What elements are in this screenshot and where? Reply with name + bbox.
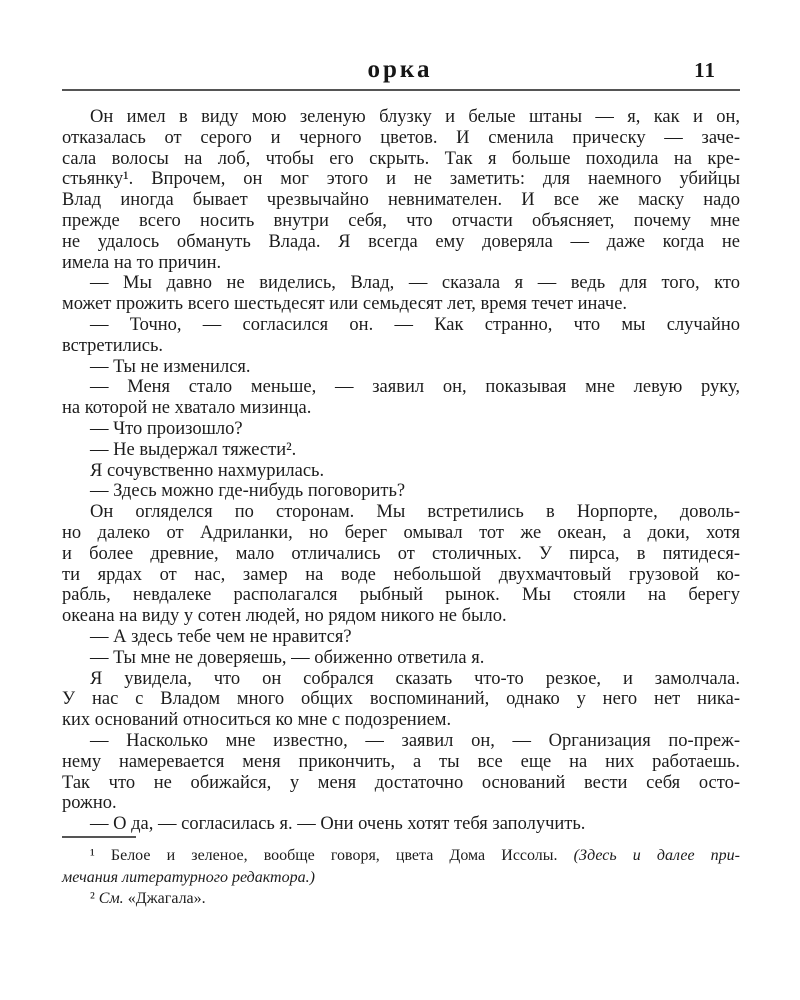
paragraph [62, 461, 740, 482]
body-line: — Что произошло? [90, 418, 243, 439]
body-line: Я увидела, что он собрался сказать что-то резкое, и замолчала. [90, 668, 740, 689]
body-line: — Не выдержал тяжести². [90, 439, 297, 460]
body-line: — Насколько мне известно, — заявил он, — Организация по-преж- [90, 730, 740, 751]
body-line: не удалось обмануть Влада. Я всегда ему доверяла — даже когда не [62, 231, 740, 252]
paragraph [62, 502, 740, 627]
paragraph [62, 731, 740, 814]
body-line: рабль, невдалеке располагался рыбный рынок. Мы стояли на берегу [62, 585, 740, 606]
paragraph [62, 440, 740, 461]
footnote-italic-segment: мечания литературного редактора.) [62, 868, 315, 886]
body-line: нему намеревается меня прикончить, а ты все еще на них работаешь. [62, 751, 740, 772]
page-body [62, 107, 740, 835]
footnote-line [62, 845, 740, 867]
footnote-rule [62, 836, 136, 838]
body-line: может прожить всего шестьдесят или семьдесят лет, время течет иначе. [62, 294, 628, 315]
body-line: имела на то причин. [62, 252, 222, 273]
paragraph [62, 648, 740, 669]
body-line: — Здесь можно где-нибудь поговорить? [90, 481, 406, 502]
body-line: ких оснований относиться ко мне с подозрением. [62, 710, 452, 731]
body-line: Так что не обижайся, у меня достаточно оснований вести себя осто- [62, 772, 740, 793]
running-title: орка [367, 56, 433, 83]
body-line: — Мы давно не виделись, Влад, — сказала я — ведь для того, кто [90, 273, 740, 294]
footnote-segment: ² [90, 890, 99, 907]
footnote-segment: ¹ Белое и зеленое, вообще говоря, цвета Дома Иссолы. [90, 847, 574, 864]
header-rule [62, 89, 740, 91]
footnote-line [62, 888, 740, 910]
footnote-line [62, 867, 740, 889]
body-line: Я сочувственно нахмурилась. [90, 460, 325, 481]
paragraph [62, 357, 740, 378]
body-line: — О да, — согласилась я. — Они очень хотят тебя заполучить. [90, 814, 586, 835]
body-line: Он огляделся по сторонам. Мы встретились в Норпорте, доволь- [90, 502, 740, 523]
body-line: У нас с Владом много общих воспоминаний, однако у него нет ника- [62, 689, 740, 710]
body-line: встретились. [62, 335, 164, 356]
body-line: рожно. [62, 793, 117, 814]
footnote-italic-segment: (Здесь и далее при- [573, 847, 740, 864]
paragraph [62, 627, 740, 648]
body-line: отказалась от серого и черного цветов. И сменила прическу — заче- [62, 127, 740, 148]
body-line: — А здесь тебе чем не нравится? [90, 626, 352, 647]
body-line: Он имел в виду мою зеленую блузку и белые штаны — я, как и он, [90, 107, 740, 127]
footnote-italic-segment: См. [98, 890, 124, 907]
paragraph [62, 107, 740, 273]
body-line: — Ты не изменился. [90, 356, 251, 377]
paragraph [62, 669, 740, 731]
paragraph [62, 481, 740, 502]
body-line: — Точно, — согласился он. — Как странно, что мы случайно [90, 314, 740, 335]
footnotes [62, 845, 740, 910]
body-line: ти ярдах от нас, замер на воде небольшой двухмачтовый грузовой ко- [62, 564, 740, 585]
body-line: прежде всего носить внутри себя, что отчасти объясняет, почему мне [62, 210, 740, 231]
body-line: — Меня стало меньше, — заявил он, показывая мне левую руку, [90, 377, 740, 398]
body-line: сала волосы на лоб, чтобы его скрыть. Так я больше походила на кре- [62, 148, 740, 169]
body-line: но далеко от Адриланки, но берег омывал тот же океан, а доки, хотя [62, 522, 740, 543]
paragraph [62, 814, 740, 835]
paragraph [62, 315, 740, 357]
paragraph [62, 377, 740, 419]
footnote-segment: «Джагала». [123, 890, 206, 907]
body-line: стьянку¹. Впрочем, он мог этого и не заметить: для наемного убийцы [62, 169, 740, 190]
body-line: и более древние, мало отличались от столичных. У пирса, в пятидеся- [62, 543, 740, 564]
body-line: — Ты мне не доверяешь, — обиженно ответила я. [90, 647, 485, 668]
body-line: Влад иногда бывает чрезвычайно невнимателен. И все же маску надо [62, 190, 740, 211]
page-number: 11 [694, 58, 716, 82]
paragraph [62, 273, 740, 315]
body-line: на которой не хватало мизинца. [62, 398, 312, 419]
paragraph [62, 419, 740, 440]
body-line: океана на виду у сотен людей, но рядом никого не было. [62, 606, 507, 627]
